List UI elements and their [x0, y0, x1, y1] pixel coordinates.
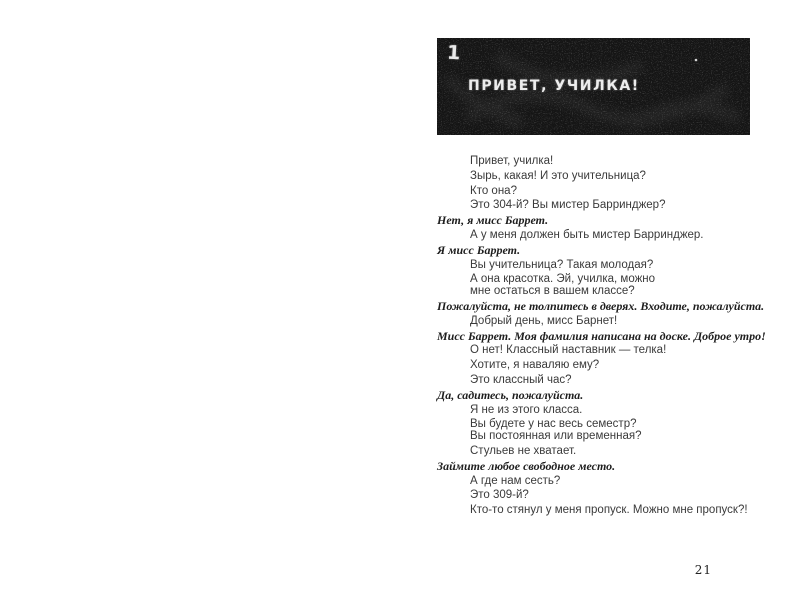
dialogue-paragraph-student	[437, 274, 757, 298]
dialogue-paragraph-teacher	[437, 298, 765, 313]
dialogue-line: Это 309-й?	[470, 489, 529, 502]
dialogue-paragraph-student	[437, 405, 757, 417]
dialogue-line: Хотите, я наваляю ему?	[470, 359, 600, 372]
dialogue-line: Мисс Баррет. Моя фамилия написана на доске. Доброе утро!	[437, 328, 766, 343]
dialogue-paragraph-student	[437, 171, 757, 183]
dialogue-line: Вы постоянная или временная?	[470, 430, 642, 443]
dialogue-line: А она красотка. Эй, училка, можно	[470, 273, 656, 286]
dialogue-line: мне остаться в вашем классе?	[470, 285, 635, 298]
dialogue-line: А у меня должен быть мистер Барринджер.	[470, 228, 704, 241]
dialogue-line: Это 304-й? Вы мистер Барринджер?	[470, 199, 666, 212]
dialogue-line: Зырь, какая! И это учительница?	[470, 169, 646, 182]
page-number: 21	[694, 563, 712, 577]
dialogue-paragraph-teacher	[437, 387, 757, 402]
dialogue-line: О нет! Классный наставник — телка!	[470, 344, 667, 357]
chapter-title: ПРИВЕТ, УЧИЛКА!	[468, 78, 640, 94]
dialogue-line: Кто-то стянул у меня пропуск. Можно мне пропуск?!	[470, 504, 748, 517]
dialogue-paragraph-student	[437, 490, 757, 502]
dialogue-line: Займите любое свободное место.	[437, 458, 616, 473]
chapter-number: 1	[446, 41, 461, 65]
dialogue-line: Кто она?	[470, 184, 517, 197]
dialogue-line: Нет, я мисс Баррет.	[437, 213, 549, 228]
chapter-header-chalkboard	[437, 38, 750, 135]
dialogue-paragraph-student	[437, 316, 757, 328]
dialogue-paragraph-student	[437, 419, 757, 443]
dialogue-paragraph-student	[437, 345, 757, 357]
dialogue-paragraph-student	[437, 360, 757, 372]
dialogue-paragraph-teacher	[437, 242, 757, 257]
dialogue-paragraph-student	[437, 446, 757, 458]
dialogue-paragraph-teacher	[437, 458, 757, 473]
dialogue-line: А где нам сесть?	[470, 474, 561, 487]
dialogue-line: Это классный час?	[470, 373, 572, 386]
dialogue-paragraph-student	[437, 230, 757, 242]
dialogue-paragraph-student	[437, 156, 757, 168]
dialogue-line: Я мисс Баррет.	[437, 242, 521, 257]
dialogue-paragraph-student	[437, 260, 757, 272]
dialogue-line: Добрый день, мисс Барнет!	[470, 314, 618, 327]
dialogue-line: Пожалуйста, не толпитесь в дверях. Входите, пожалуйста.	[437, 298, 765, 313]
dialogue-paragraph-teacher	[437, 215, 757, 227]
dialogue-paragraph-student	[437, 375, 757, 387]
dialogue-line: Стульев не хватает.	[470, 444, 577, 457]
dialogue-line: Вы будете у нас весь семестр?	[470, 418, 637, 431]
dialogue-line: Привет, училка!	[470, 155, 554, 167]
dialogue-paragraph-student	[437, 505, 757, 517]
dialogue	[437, 155, 766, 520]
dialogue-line: Да, садитесь, пожалуйста.	[437, 387, 584, 402]
dialogue-paragraph-student	[437, 476, 757, 488]
dialogue-paragraph-student	[437, 186, 757, 198]
dialogue-paragraph-teacher	[437, 328, 766, 343]
dialogue-line: Вы учительница? Такая молодая?	[470, 258, 654, 271]
dialogue-paragraph-student	[437, 200, 757, 212]
dialogue-line: Я не из этого класса.	[470, 403, 583, 416]
